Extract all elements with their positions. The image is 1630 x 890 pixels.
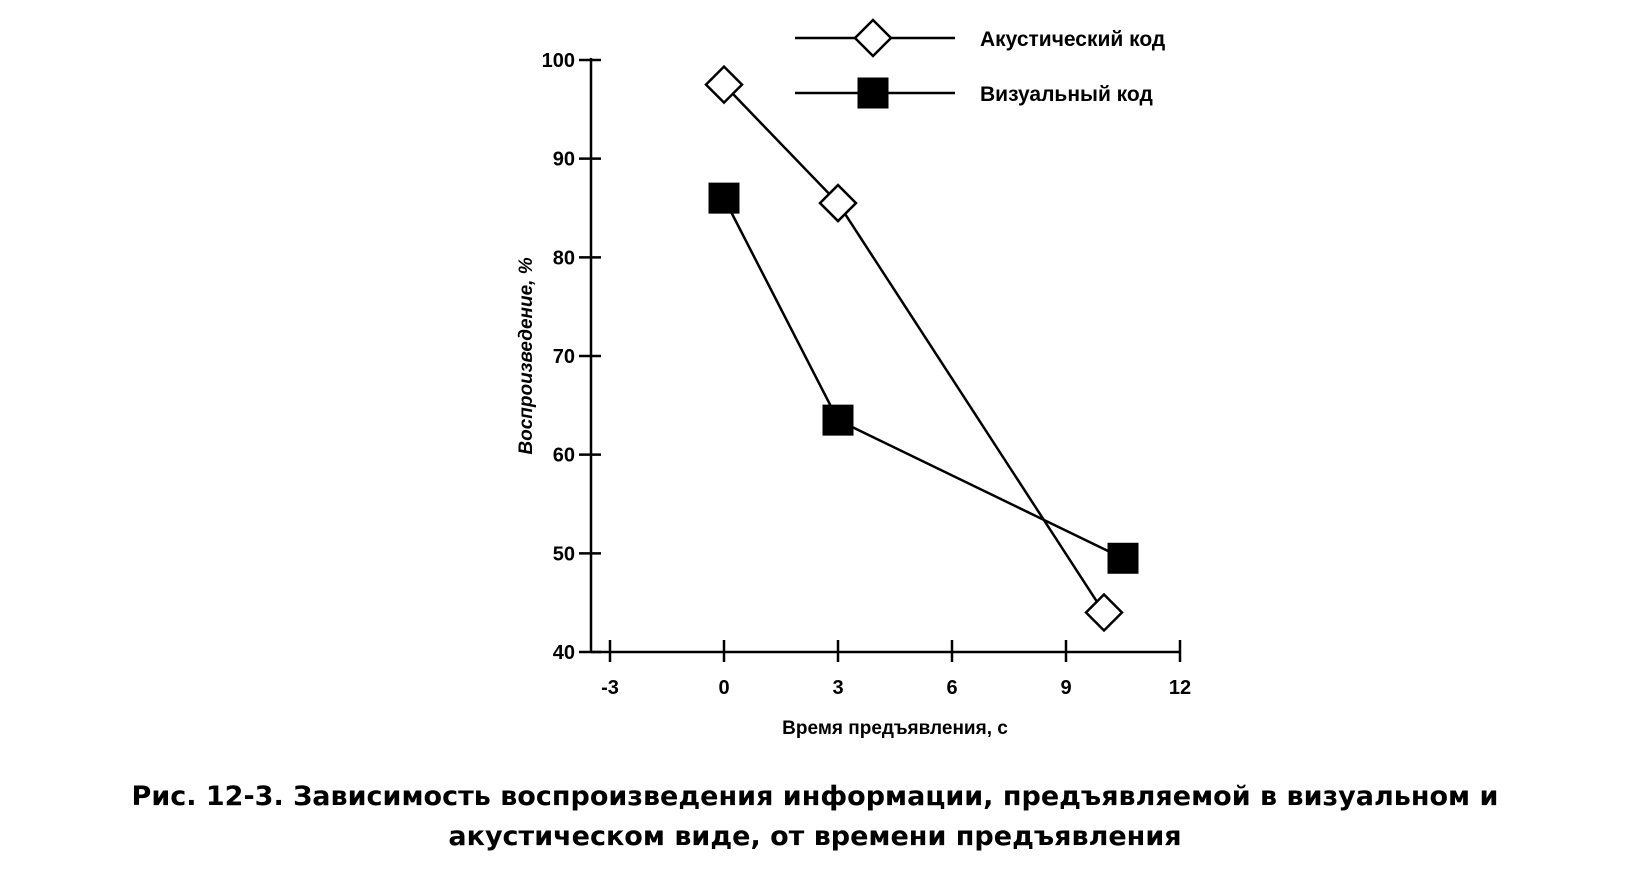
x-tick-label: 3	[832, 677, 844, 699]
legend	[795, 20, 1165, 108]
y-tick-label: 90	[552, 148, 575, 171]
x-tick-label: -3	[601, 677, 619, 699]
series-line-1	[724, 85, 1104, 613]
data-point-square	[1108, 543, 1138, 573]
y-tick-label: 40	[552, 642, 575, 664]
figure-caption-line-1: Рис. 12-3. Зависимость воспроизведения информации, предъявляемой в визуальном и	[131, 781, 1499, 812]
y-tick-label: 50	[552, 543, 575, 566]
figure-caption-line-2: акустическом виде, от времени предъявления	[448, 821, 1182, 852]
x-tick-label: 9	[1060, 677, 1072, 699]
y-tick-label: 70	[552, 346, 575, 368]
data-point-square	[823, 405, 853, 435]
legend-label-2: Визуальный код	[980, 83, 1153, 106]
y-axis-title: Воспроизведение, %	[516, 257, 537, 455]
y-tick-label: 60	[552, 444, 575, 467]
data-point-diamond	[855, 20, 891, 56]
y-tick-label: 80	[552, 247, 575, 270]
data-point-square	[709, 183, 739, 213]
data-point-diamond	[1086, 595, 1122, 631]
series-line-2	[724, 198, 1123, 558]
x-axis-title: Время предъявления, с	[782, 718, 1008, 739]
x-tick-label: 6	[946, 677, 958, 699]
series-lines	[724, 85, 1123, 613]
y-tick-label: 100	[541, 50, 575, 72]
x-tick-label: 0	[718, 677, 730, 699]
series-markers	[706, 67, 1138, 631]
x-tick-label: 12	[1168, 677, 1192, 699]
legend-label-1: Акустический код	[980, 28, 1166, 51]
data-point-square	[858, 78, 888, 108]
axes	[516, 50, 1191, 739]
